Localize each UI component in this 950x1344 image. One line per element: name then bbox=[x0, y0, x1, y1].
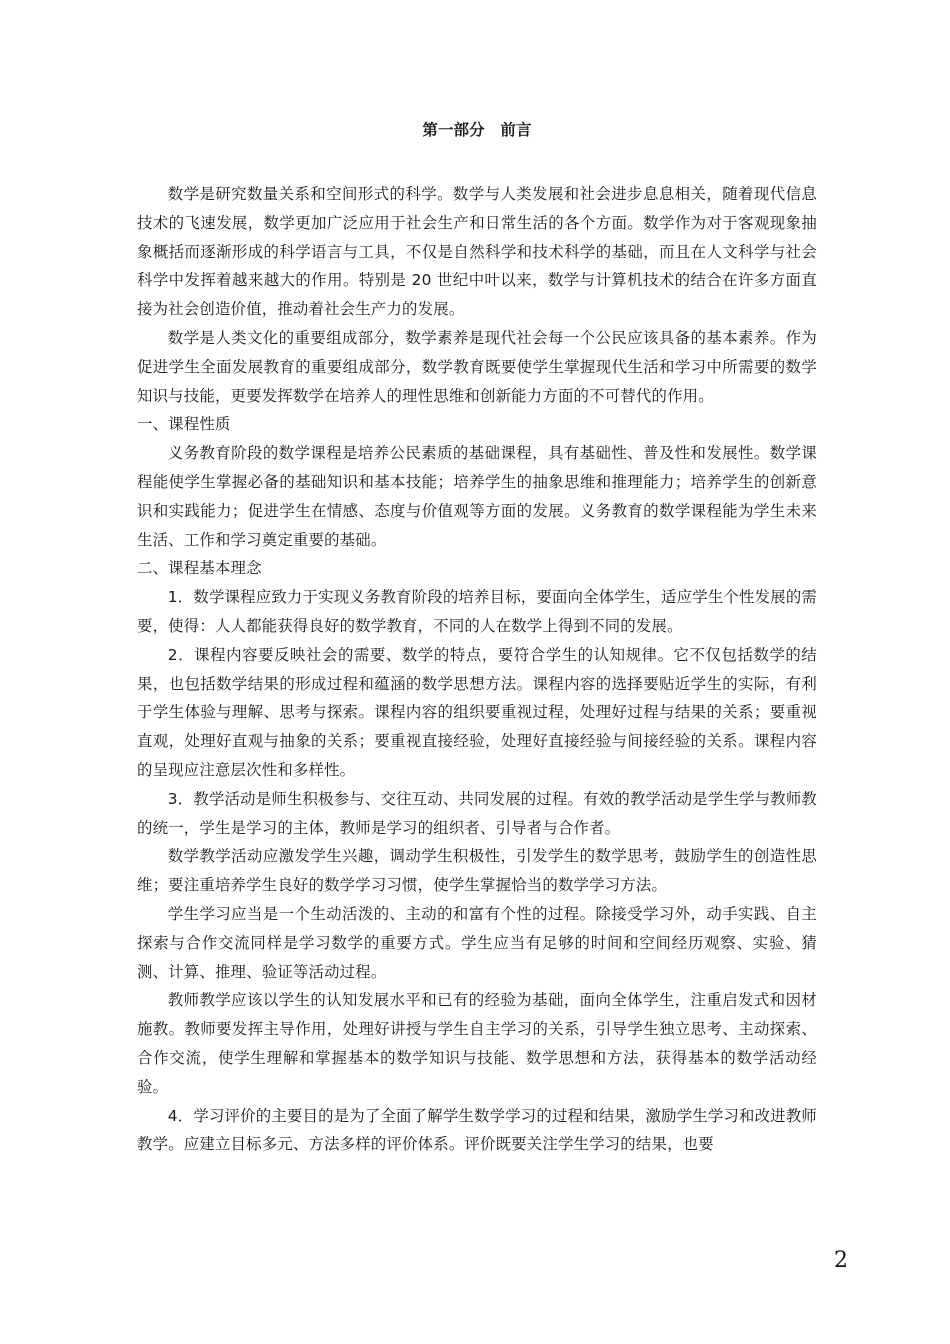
paragraph: 2．课程内容要反映社会的需要、数学的特点，要符合学生的认知规律。它不仅包括数学的结果，也包括数学结果的形成过程和蕴涵的数学思想方法。课程内容的选择要贴近学生的实际，有利于学生体验与理解、思考与探索。课程内容的组织要重视过程，处理好过程与结果的关系；要重视直观，处理好直观与抽象的关系；要重视直接经验，处理好直接经验与间接经验的关系。课程内容的呈现应注意层次性和多样性。 bbox=[137, 645, 817, 779]
paragraph: 数学是研究数量关系和空间形式的科学。数学与人类发展和社会进步息息相关，随着现代信息技术的飞速发展，数学更加广泛应用于社会生产和日常生活的各个方面。数学作为对于客观现象抽象概括而逐渐形成的科学语言与工具，不仅是自然科学和技术科学的基础，而且在人文科学与社会科学中发挥着越来越大的作用。特别是 20 世纪中叶以来，数学与计算机技术的结合在许多方面直接为社会创造价值，推动着社会生产力的发展。 bbox=[137, 185, 817, 319]
page-title: 第一部分 前言 bbox=[422, 121, 532, 139]
section-heading-nature: 一、课程性质 bbox=[137, 415, 231, 434]
paragraph: 4．学习评价的主要目的是为了全面了解学生数学学习的过程和结果，激励学生学习和改进教师教学。应建立目标多元、方法多样的评价体系。评价既要关注学生学习的结果，也要 bbox=[137, 1106, 818, 1154]
paragraph: 数学是人类文化的重要组成部分，数学素养是现代社会每一个公民应该具备的基本素养。作为促进学生全面发展教育的重要组成部分，数学教育既要使学生掌握现代生活和学习中所需要的数学知识与技能，更要发挥数学在培养人的理性思维和创新能力方面的不可替代的作用。 bbox=[137, 328, 817, 405]
paragraph: 义务教育阶段的数学课程是培养公民素质的基础课程，具有基础性、普及性和发展性。数学课程能使学生掌握必备的基础知识和基本技能；培养学生的抽象思维和推理能力；培养学生的创新意识和实践能力；促进学生在情感、态度与价值观等方面的发展。义务教育的数学课程能为学生未来生活、工作和学习奠定重要的基础。 bbox=[137, 444, 817, 549]
page-number: 2 bbox=[834, 1248, 848, 1273]
paragraph: 数学教学活动应激发学生兴趣，调动学生积极性，引发学生的数学思考，鼓励学生的创造性思维；要注重培养学生良好的数学学习习惯，使学生掌握恰当的数学学习方法。 bbox=[137, 847, 817, 895]
paragraph: 学生学习应当是一个生动活泼的、主动的和富有个性的过程。除接受学习外，动手实践、自主探索与合作交流同样是学习数学的重要方式。学生应当有足够的时间和空间经历观察、实验、猜测、计算、推理、验证等活动过程。 bbox=[137, 904, 817, 981]
section-heading-concepts: 二、课程基本理念 bbox=[137, 559, 262, 578]
paragraph: 教师教学应该以学生的认知发展水平和已有的经验为基础，面向全体学生，注重启发式和因材施教。教师要发挥主导作用，处理好讲授与学生自主学习的关系，引导学生独立思考、主动探索、合作交流，使学生理解和掌握基本的数学知识与技能、数学思想和方法，获得基本的数学活动经验。 bbox=[137, 991, 817, 1096]
paragraph: 1．数学课程应致力于实现义务教育阶段的培养目标，要面向全体学生，适应学生个性发展的需要，使得：人人都能获得良好的数学教育，不同的人在数学上得到不同的发展。 bbox=[137, 588, 818, 635]
page-content bbox=[137, 116, 817, 1159]
paragraph: 3．教学活动是师生积极参与、交往互动、共同发展的过程。有效的教学活动是学生学与教师教的统一，学生是学习的主体，教师是学习的组织者、引导者与合作者。 bbox=[137, 789, 818, 837]
